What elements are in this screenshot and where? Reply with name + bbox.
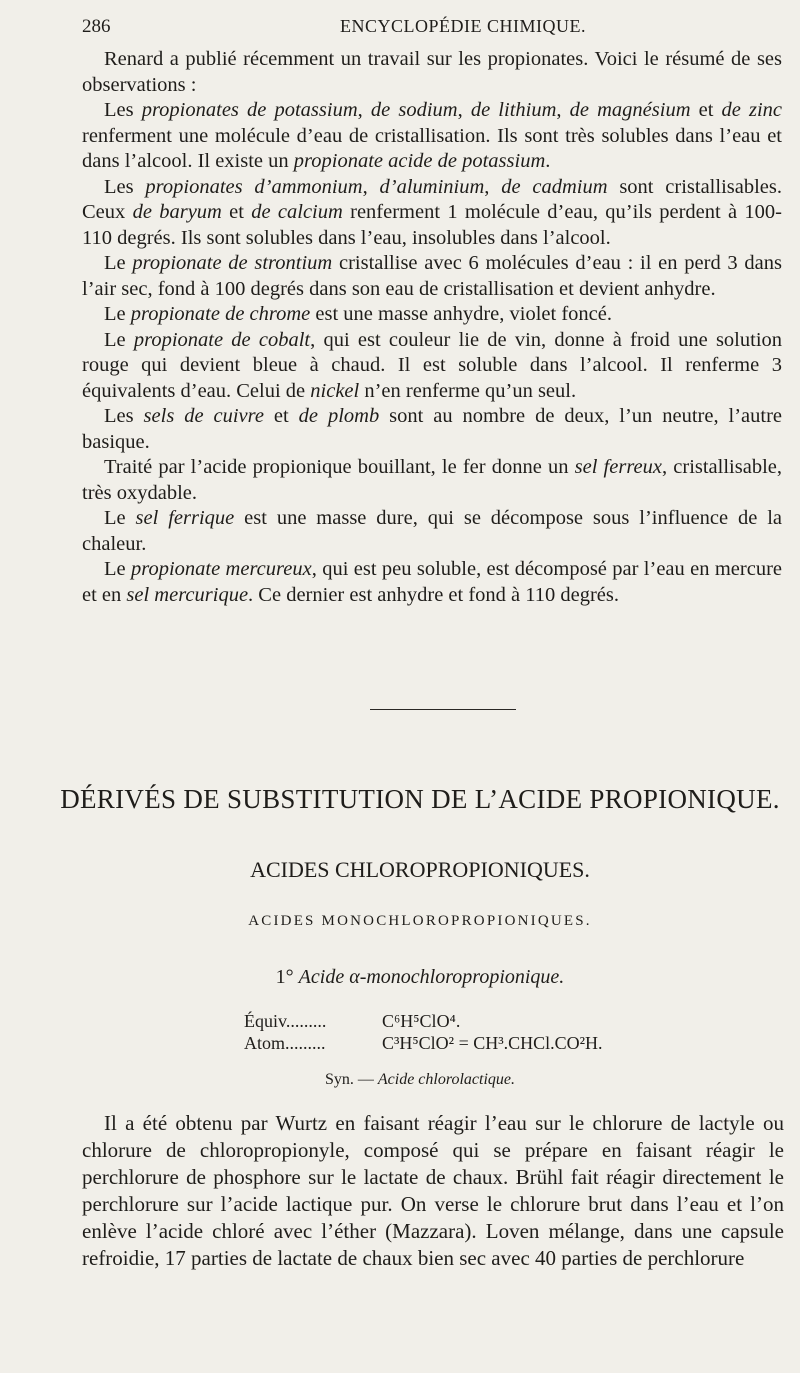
paragraph-chrome (82, 302, 782, 328)
text-run: sont au nombre de deux, l’un neutre, l’autre basique. (82, 405, 783, 453)
text-run: Le (104, 507, 136, 529)
italic-term: propionate de cobalt (133, 328, 311, 351)
formula-equiv-value: C⁶H⁵ClO⁴. (382, 1011, 461, 1031)
text-run: , (484, 175, 502, 198)
text-run: cristallise avec 6 molécules d’eau : il en perd 3 dans l’air sec, fond à 100 degrés dans son eau de cristallisation et devient anhydre. (82, 252, 782, 300)
synonym-value: Acide chlorolactique. (377, 1071, 516, 1088)
text-run: Les (104, 405, 144, 427)
paragraph-ammonium (82, 175, 782, 252)
italic-term: nickel (310, 379, 360, 402)
paragraph-ferrique (82, 506, 782, 557)
paragraph-potassium (82, 98, 782, 175)
paragraph-renard: Renard a publié récemment un travail sur les propionates. Voici le résumé de ses observations : (82, 48, 782, 96)
text-run: Le (104, 328, 134, 351)
text-run: est une masse dure, qui se décompose sous l’influence de la chaleur. (82, 507, 782, 555)
paragraph-fer (82, 455, 782, 506)
italic-term: de baryum (132, 201, 222, 223)
formula-equiv-label: Équiv......... (244, 1011, 327, 1031)
italic-term: sel mercurique (126, 583, 249, 606)
section-title: DÉRIVÉS DE SUBSTITUTION DE L’ACIDE PROPIONIQUE. (60, 784, 780, 814)
page-header (82, 16, 780, 42)
formula-atom (244, 1033, 603, 1054)
italic-term: de calcium (251, 201, 343, 223)
text-run: Les (104, 99, 142, 121)
text-run: . (545, 150, 551, 172)
subsubsection-title: ACIDES MONOCHLOROPROPIONIQUES. (248, 913, 592, 929)
body-text-bottom (82, 1110, 784, 1272)
text-run: , (457, 99, 471, 121)
formula-atom-label: Atom......... (244, 1033, 326, 1053)
text-run: est une masse anhydre, violet foncé. (310, 303, 612, 325)
text-run: sont cristallisables. Ceux (82, 175, 782, 223)
italic-term: de sodium (370, 99, 458, 121)
text-run: Les (104, 175, 146, 198)
paragraph-cobalt (82, 328, 782, 405)
compound-number: 1° (275, 966, 294, 988)
page-number: 286 (82, 16, 111, 37)
italic-term: de zinc (721, 99, 783, 121)
italic-term: sels de cuivre (143, 405, 264, 427)
synonym-label: Syn. — (324, 1071, 374, 1088)
italic-term: propionate acide de potassium (293, 150, 546, 172)
text-run: Traité par l’acide propionique bouillant, le fer donne un (104, 456, 575, 478)
italic-term: de plomb (298, 405, 380, 427)
text-run: , (362, 175, 380, 198)
text-run: Le (104, 558, 131, 580)
formula-atom-value: C³H⁵ClO² = CH³.CHCl.CO²H. (382, 1033, 603, 1053)
paragraph-cuivre-plomb (82, 404, 782, 455)
text-run: et (690, 99, 722, 121)
italic-term: propionate mercureux (130, 558, 312, 580)
body-text-top (82, 47, 782, 608)
text-run: Le (104, 303, 131, 325)
paragraph-wurtz: Il a été obtenu par Wurtz en faisant réagir l’eau sur le chlorure de lactyle ou chlorure de chloropropionyle, composé qui se prépare en faisant réagir le perchlorure de phosphore sur le lactate de chaux. Brühl fait réagir directement le perchlorure sur l’acide lactique pur. On verse le chlorure brut dans l’eau et l’on enlève l’acide chloré avec l’éther (Mazzara). Loven mélange, dans une capsule refroidie, 17 parties de lactate de chaux bien sec avec 40 parties de perchlorure (82, 1111, 784, 1270)
italic-term: de magnésium (569, 99, 691, 121)
italic-term: propionate de strontium (132, 252, 333, 274)
text-run: Le (104, 252, 133, 274)
text-run: renferment une molécule d’eau de cristallisation. Ils sont très solubles dans l’eau et dans l’alcool. Il existe un (82, 124, 782, 172)
italic-term: propionate de chrome (130, 303, 311, 325)
synonym-line (60, 1071, 780, 1089)
italic-term: propionates de potassium (141, 99, 358, 121)
text-run: , (556, 99, 570, 121)
italic-term: propionates d’ammonium (145, 175, 363, 198)
formula-equiv (244, 1011, 460, 1032)
text-run: , (357, 99, 371, 121)
italic-term: d’aluminium (379, 175, 485, 198)
subsection-title: ACIDES CHLOROPROPIONIQUES. (250, 857, 590, 882)
running-title: ENCYCLOPÉDIE CHIMIQUE. (340, 16, 586, 36)
compound-heading (60, 966, 780, 989)
text-run: , qui est peu soluble, est décomposé par l’eau en mercure et en (82, 558, 783, 606)
section-divider (370, 709, 516, 710)
compound-name: Acide α-monochloropropionique. (298, 966, 565, 988)
italic-term: de cadmium (501, 175, 608, 198)
italic-term: sel ferreux (574, 456, 662, 478)
italic-term: de lithium (470, 99, 557, 121)
paragraph-mercureux (82, 557, 782, 608)
text-run: et (221, 201, 252, 223)
text-run: . Ce dernier est anhydre et fond à 110 degrés. (248, 583, 619, 606)
italic-term: sel ferrique (135, 507, 235, 529)
text-run: et (263, 405, 299, 427)
text-run: , cristallisable, très oxydable. (82, 456, 782, 504)
text-run: , qui est couleur lie de vin, donne à froid une solution rouge qui devient bleue à chaud. Il est soluble dans l’alcool. Il renferme 3 équivalents d’eau. Celui de (82, 328, 783, 402)
text-run: n’en renferme qu’un seul. (359, 379, 577, 402)
paragraph-strontium (82, 251, 782, 302)
text-run: renferment 1 molécule d’eau, qu’ils perdent à 100-110 degrés. Ils sont solubles dans l’eau, insolubles dans l’alcool. (82, 201, 782, 249)
